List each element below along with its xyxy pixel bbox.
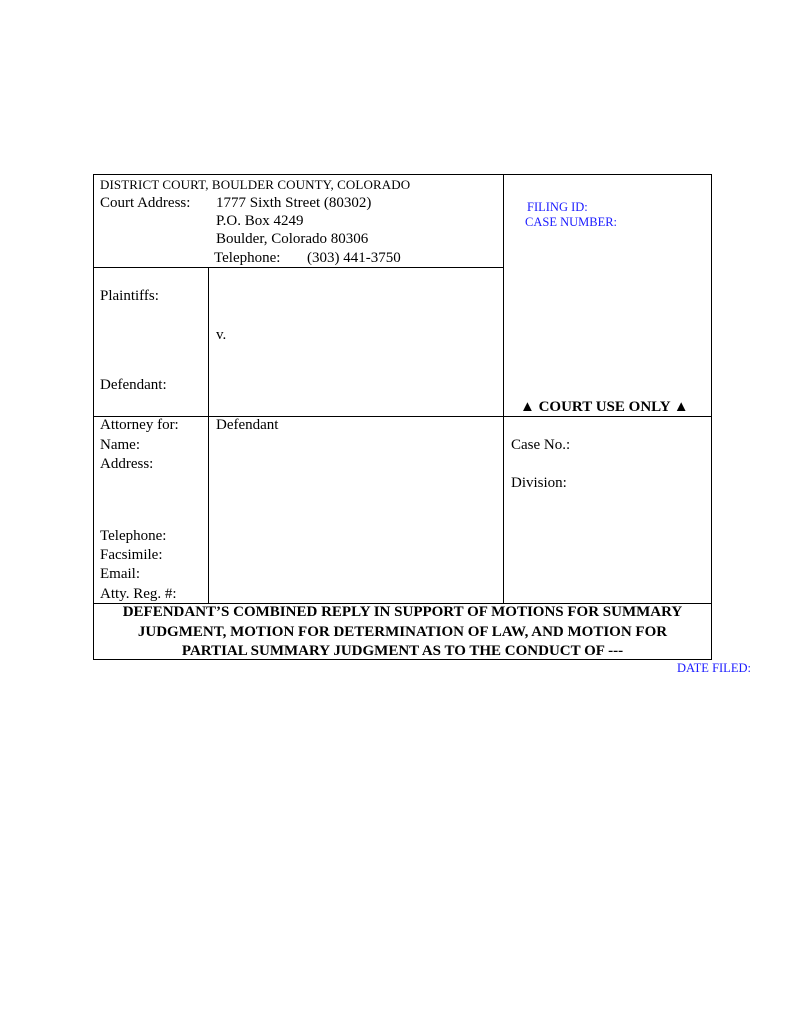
- attorney-for-label: Attorney for:: [100, 417, 179, 433]
- document-title: [93, 603, 712, 662]
- court-telephone-value: (303) 441-3750: [307, 250, 401, 266]
- attorney-for-value: Defendant: [216, 417, 279, 433]
- division-label: Division:: [511, 475, 567, 491]
- document-title-line-1: DEFENDANT’S COMBINED REPLY IN SUPPORT OF MOTIONS FOR SUMMARY: [122, 604, 683, 620]
- court-address-line-3: Boulder, Colorado 80306: [216, 231, 369, 247]
- court-telephone-label: Telephone:: [214, 250, 281, 266]
- case-no-label: Case No.:: [511, 437, 571, 453]
- defendant-label: Defendant:: [100, 377, 167, 393]
- attorney-reg-label: Atty. Reg. #:: [100, 586, 177, 602]
- vertical-divider-right: [503, 174, 504, 604]
- horizontal-divider-attorney: [93, 416, 712, 417]
- horizontal-divider-court: [93, 267, 504, 268]
- date-filed-label: DATE FILED:: [677, 661, 751, 675]
- court-address-line-1: 1777 Sixth Street (80302): [216, 195, 372, 211]
- document-title-line-2: JUDGMENT, MOTION FOR DETERMINATION OF LAW, AND MOTION FOR: [137, 623, 668, 640]
- caption-table: [93, 174, 712, 660]
- document-title-line-3: PARTIAL SUMMARY JUDGMENT AS TO THE CONDUCT OF ---: [181, 643, 624, 659]
- plaintiffs-label: Plaintiffs:: [100, 288, 159, 304]
- case-number-label: CASE NUMBER:: [525, 215, 618, 229]
- vertical-divider-left: [208, 267, 209, 604]
- court-use-only: ▲ COURT USE ONLY ▲: [520, 399, 689, 415]
- attorney-name-label: Name:: [100, 437, 140, 453]
- court-name: DISTRICT COURT, BOULDER COUNTY, COLORADO: [100, 177, 411, 192]
- attorney-address-label: Address:: [100, 456, 154, 472]
- attorney-facsimile-label: Facsimile:: [100, 547, 163, 563]
- attorney-email-label: Email:: [100, 566, 140, 582]
- court-address-line-2: P.O. Box 4249: [216, 213, 304, 229]
- attorney-telephone-label: Telephone:: [100, 528, 167, 544]
- versus-text: v.: [216, 327, 227, 343]
- court-address-label: Court Address:: [100, 195, 191, 211]
- filing-id-label: FILING ID:: [527, 200, 588, 214]
